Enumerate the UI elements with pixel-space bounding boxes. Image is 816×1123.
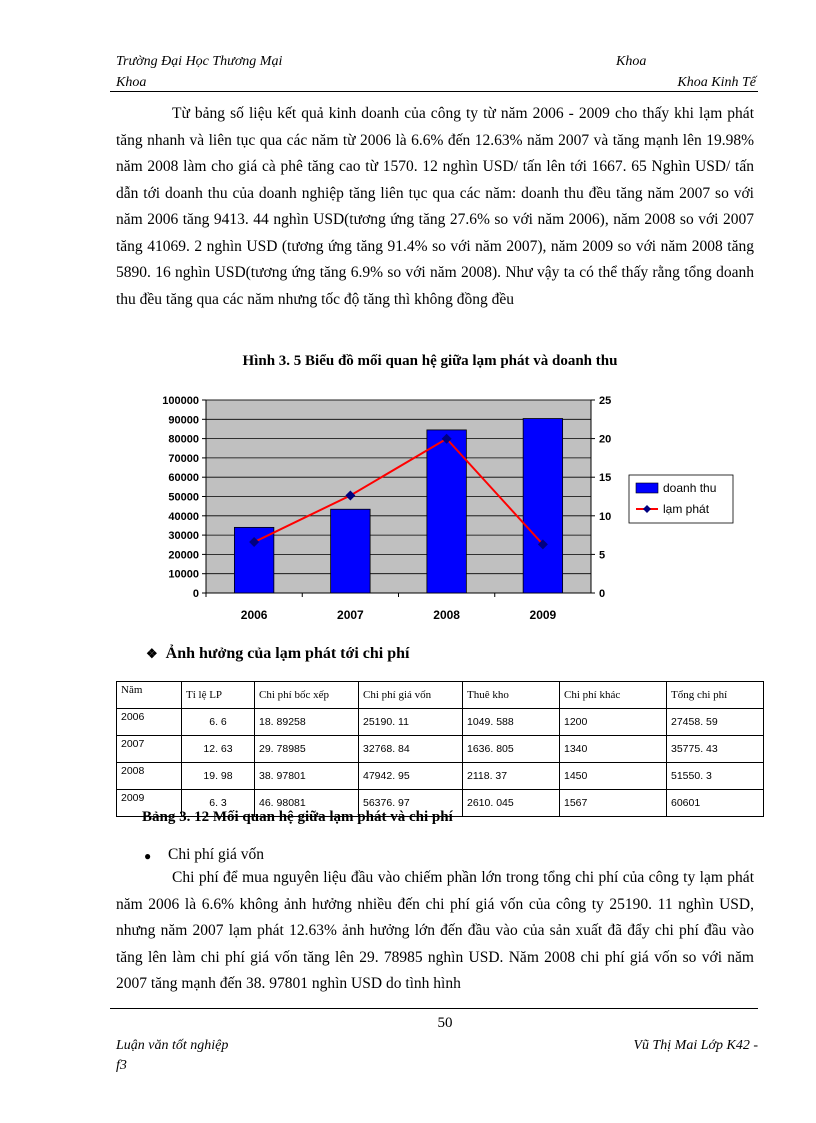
- table-header-cell: Chi phí giá vốn: [359, 682, 463, 709]
- table-cell: 1049. 588: [463, 709, 560, 736]
- x-tick-label: 2008: [433, 608, 460, 622]
- table-cell: 6. 6: [182, 709, 255, 736]
- header-faculty-label: Khoa: [616, 54, 647, 69]
- x-tick-label: 2009: [529, 608, 557, 622]
- table-cell: 1200: [560, 709, 667, 736]
- y-left-tick-label: 70000: [168, 452, 199, 465]
- y-left-tick-label: 60000: [168, 472, 199, 485]
- table-cell: 32768. 84: [359, 736, 463, 763]
- table-cell: 2009: [117, 790, 182, 817]
- y-left-tick-label: 0: [192, 588, 199, 600]
- header-faculty-label-2: Khoa: [116, 75, 147, 90]
- table-cell: 1567: [560, 790, 667, 817]
- table-cell: 19. 98: [182, 763, 255, 790]
- legend-label: lạm phát: [663, 502, 710, 516]
- y-right-tick-label: 25: [599, 395, 612, 407]
- table-row: [117, 736, 764, 763]
- table-cell: 2008: [117, 763, 182, 790]
- y-right-tick-label: 15: [599, 472, 612, 485]
- revenue-inflation-chart: [140, 385, 760, 630]
- table-cell: 2610. 045: [463, 790, 560, 817]
- table-header-row: [117, 682, 764, 709]
- table-header-cell: Tỉ lệ LP: [182, 682, 255, 709]
- table-cell: 46. 98081: [255, 790, 359, 817]
- table-cell: 12. 63: [182, 736, 255, 763]
- footer-thesis-label: Luận văn tốt nghiệp: [116, 1038, 229, 1053]
- legend-bar-swatch: [636, 483, 658, 493]
- table-header-cell: Thuê kho: [463, 682, 560, 709]
- x-tick-label: 2006: [240, 608, 268, 622]
- table-cell: 6. 3: [182, 790, 255, 817]
- y-right-tick-label: 20: [599, 433, 612, 446]
- table-cell: 1340: [560, 736, 667, 763]
- section-heading: [146, 645, 409, 663]
- header-faculty-name: Khoa Kinh Tế: [677, 75, 756, 90]
- footer-rule: [110, 1008, 758, 1009]
- table-header-cell: Chi phí khác: [560, 682, 667, 709]
- y-left-tick-label: 40000: [168, 510, 199, 523]
- bullet-dot-icon: ●: [144, 849, 152, 863]
- legend-label: doanh thu: [663, 481, 717, 495]
- table-cell: 25190. 11: [359, 709, 463, 736]
- table-cell: 47942. 95: [359, 763, 463, 790]
- table-cell: 29. 78985: [255, 736, 359, 763]
- footer-author: Vũ Thị Mai Lớp K42 -: [633, 1038, 758, 1053]
- table-cell: 60601: [667, 790, 764, 817]
- y-right-tick-label: 10: [599, 510, 612, 523]
- body-paragraph: Chi phí để mua nguyên liệu đầu vào chiếm phần lớn trong tổng chi phí của công ty lạm phát năm 2006 là 6.6% không ảnh hưởng nhiều đến chi phí giá vốn của công ty 25190. 11 nghìn USD, nhưng năm 2007 lạm phát 12.63% ảnh hưởng lớn đến đầu vào của sản xuất đã đẩy chi phí đầu vào tăng lên làm chi phí giá vốn tăng lên 29. 78985 nghìn USD. Năm 2008 chi phí giá vốn so với năm 2007 tăng mạnh đến 38. 97801 nghìn USD do tình hình: [116, 869, 754, 992]
- table-cell: 2118. 37: [463, 763, 560, 790]
- y-right-tick-label: 0: [599, 588, 606, 600]
- y-left-tick-label: 10000: [168, 568, 199, 581]
- table-cell: 2007: [117, 736, 182, 763]
- header-rule: [110, 91, 758, 92]
- x-tick-label: 2007: [337, 608, 364, 622]
- y-left-tick-label: 100000: [162, 395, 199, 407]
- header-school-name: Trường Đại Học Thương Mại: [116, 54, 283, 69]
- intro-paragraph: Từ bảng số liệu kết quả kinh doanh của công ty từ năm 2006 - 2009 cho thấy khi lạm phát tăng nhanh và liên tục qua các năm từ 2006 là 6.6% đến 12.63% năm 2007 và tăng mạnh lên 19.98% năm 2008 làm cho giá cà phê tăng cao từ 1570. 12 nghìn USD/ tấn lên tới 1667. 65 Nghìn USD/ tấn dẫn tới doanh thu của doanh nghiệp tăng liên tục qua các năm: doanh thu đều tăng năm 2007 so với năm 2006 tăng 9413. 44 nghìn USD(tương ứng tăng 27.6% so với năm 2006), năm 2008 so với 2007 tăng 41069. 2 nghìn USD (tương ứng tăng 91.4% so với năm 2007), năm 2009 so với năm 2008 tăng 5890. 16 nghìn USD(tương ứng tăng 6.9% so với năm 2008). Như vậy ta có thể thấy rằng tổng doanh thu đều tăng qua các năm nhưng tốc độ tăng thì không đồng đều: [116, 105, 754, 308]
- table-header-cell: Năm: [117, 682, 182, 709]
- table-caption: Bảng 3. 12 Mối quan hệ giữa lạm phát và chi phí: [142, 809, 453, 825]
- table-row: [117, 763, 764, 790]
- y-right-tick-label: 5: [599, 549, 606, 562]
- table-header-cell: Tổng chi phí: [667, 682, 764, 709]
- table-cell: 56376. 97: [359, 790, 463, 817]
- y-left-tick-label: 50000: [168, 491, 199, 504]
- table-header-cell: Chi phí bốc xếp: [255, 682, 359, 709]
- table-cell: 51550. 3: [667, 763, 764, 790]
- page-number: 50: [437, 1015, 453, 1031]
- table-cell: 1636. 805: [463, 736, 560, 763]
- figure-caption: Hình 3. 5 Biểu đồ mối quan hệ giữa lạm phát và doanh thu: [242, 353, 618, 369]
- table-cell: 1450: [560, 763, 667, 790]
- bar-doanh-thu: [331, 509, 370, 593]
- bar-doanh-thu: [523, 419, 562, 593]
- table-cell: 18. 89258: [255, 709, 359, 736]
- y-left-tick-label: 90000: [168, 414, 199, 427]
- section-heading-text: Ảnh hưởng của lạm phát tới chi phí: [165, 645, 410, 662]
- table-cell: 2006: [117, 709, 182, 736]
- table-row: [117, 709, 764, 736]
- table-cell: 38. 97801: [255, 763, 359, 790]
- footer-thesis-label-2: f3: [116, 1058, 127, 1073]
- y-left-tick-label: 80000: [168, 433, 199, 446]
- bullet-item: Chi phí giá vốn: [168, 846, 265, 863]
- diamond-bullet-icon: ❖: [146, 646, 158, 661]
- y-left-tick-label: 20000: [168, 549, 199, 562]
- table-cell: 27458. 59: [667, 709, 764, 736]
- cost-table: [116, 681, 764, 817]
- y-left-tick-label: 30000: [168, 530, 199, 543]
- table-cell: 35775. 43: [667, 736, 764, 763]
